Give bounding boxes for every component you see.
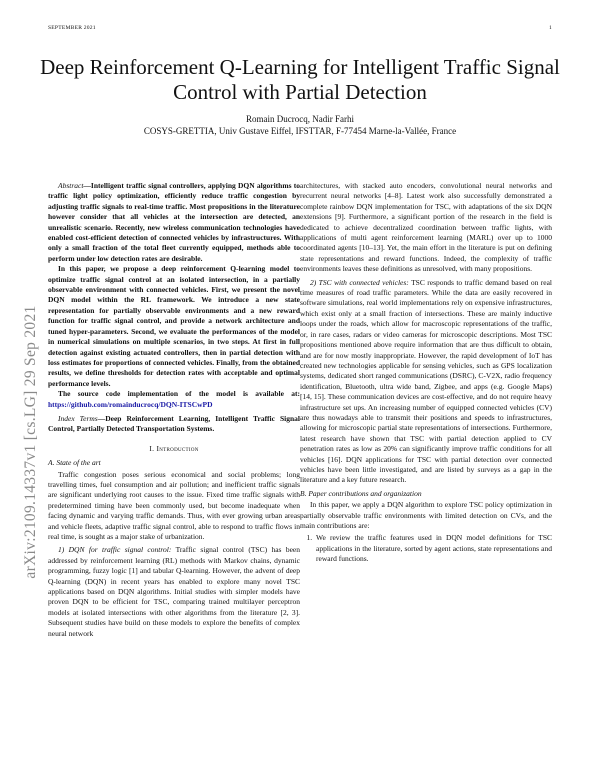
- intro-paragraph-1: Traffic congestion poses serious economical and social problems; long travelling times, fuel consumption and air pollution; and inefficient traffic signals are significant underlying root causes to the issue. Fixed time traffic signals with predetermined timing have been commonly used, but become inadequate when facing dynamic and varying traffic demands. Thus, with ever growing urban areas and vehicle fleets, adaptive traffic signal control, able to respond to traffic flows in real time, is sought as a major stake of urbanization.: [48, 469, 300, 541]
- dqn-tsc-paragraph: [48, 545, 300, 639]
- running-header-date: SEPTEMBER 2021: [48, 25, 96, 31]
- authors: Romain Ducrocq, Nadir Farhi: [246, 114, 354, 124]
- page-number: 1: [549, 25, 552, 31]
- left-column: [48, 181, 300, 639]
- connected-vehicles-label: 2) TSC with connected vehicles:: [310, 277, 409, 287]
- index-terms: Index Terms—Deep Reinforcement Learning, Intelligent Traffic Signal Control, Partially Detected Transportation Systems.: [48, 413, 300, 434]
- author-block: [40, 113, 560, 137]
- dqn-tsc-continuation: architectures, with stacked auto encoders, convolutional neural networks and recurrent neural networks [4–8]. Latest work also successfully demonstrated a complete rainbow DQN implementation for TSC, with adaptations of the six DQN extensions [9]. Furthermore, a significant portion of the research in the field is dedicated to achieve decentralized coordination between traffic lights, with applications of multi agent reinforcement learning (MARL) over up to 1000 coordinated agents [10–13]. Yet, the main effort in the literature is put on defining state representations and reward functions. Indeed, the complexity of traffic environments leaves these definitions as unresolved, with many propositions.: [300, 181, 552, 274]
- source-code-text: The source code implementation of the model is available at:: [58, 389, 300, 399]
- source-code-link[interactable]: https://github.com/romainducrocq/DQN-ITSCwPD: [48, 399, 213, 409]
- contributions-list: [300, 533, 552, 564]
- list-item: 1. We review the traffic features used in DQN model definitions for TSC applications in the literature, sorted by agent actions, state representations and reward functions.: [314, 533, 552, 564]
- dqn-tsc-text: Traffic signal control (TSC) has been addressed by reinforcement learning (RL) methods with Markov chains, dynamic programming, fuzzy logic [1] and tabular Q-learning. However, the advent of deep Q-learning (DQN) in recent years has enabled to explore many novel TSC applications based on DQN algorithms. Initial studies with simpler models have proven DQN to be efficient for TSC, comparing trained multilayer perceptron models at isolated intersections with other algorithms from the literature [2, 3]. Subsequent studies have build on these models to explore the benefits of complex neural network: [48, 545, 301, 638]
- contributions-paragraph: In this paper, we apply a DQN algorithm to explore TSC policy optimization in partially observable traffic environments with limited detection on CVs, and the main contributions are:: [300, 500, 552, 530]
- subsection-heading-state-of-the-art: A. State of the art: [48, 458, 101, 468]
- arxiv-stamp: arXiv:2109.14337v1 [cs.LG] 29 Sep 2021: [22, 305, 39, 579]
- connected-vehicles-paragraph: [300, 278, 552, 486]
- subsection-heading-contributions: B. Paper contributions and organization: [300, 488, 422, 498]
- abstract-label: Abstract: [58, 181, 84, 190]
- section-heading-introduction: I. Introduction: [149, 443, 199, 453]
- paper-title: Deep Reinforcement Q-Learning for Intelligent Traffic Signal Control with Partial Detection: [40, 55, 560, 104]
- affiliation: COSYS-GRETTIA, Univ Gustave Eiffel, IFSTTAR, F-77454 Marne-la-Vallée, France: [143, 126, 457, 136]
- index-terms-text: Deep Reinforcement Learning, Intelligent Traffic Signal Control, Partially Detected Transportation Systems.: [48, 413, 300, 434]
- connected-vehicles-text: TSC responds to traffic demand based on real time measures of road traffic parameters. While the data are easily recovered in software simulations, real world implementations rely on expensive infrastructures, which exist only at a small fraction of intersections. These are mainly inductive loops under the roads, which allow for macroscopic representations of the traffic, or, in rare cases, radars or video cameras for microscopic descriptions. Most TSC propositions mentioned above require information that are thus difficult to obtain, and are for now mostly inappropriate. However, the rapid development of IoT has created new technologies applicable for sensing vehicles, such as GPS localization systems, dedicated short ranged communications (DSRC), C-V2X, radio frequency identification, Bluetooth, ultra wide band, Zigbee, and apps (e.g. Google Maps) [14, 15]. These communication devices are cost-effective, and do not require heavy infrastructure set ups. An increasing number of equipped connected vehicles (CV) are thus nowadays able to transmit their positions and speeds to infrastructures, allowing for microscopic partial state representations of intersections. Furthermore, latest research have shown that TSC with partial detection applied to CV penetration rates as low as 20% can significantly improve traffic conditions for all vehicles [16]. DQN applications for TSC with partial detection over connected vehicles have been little investigated, and are listed by surveys as a gap in the literature and a key future research.: [300, 277, 552, 485]
- index-terms-label: Index Terms: [58, 413, 98, 423]
- abstract: Abstract—Intelligent traffic signal controllers, applying DQN algorithms to traffic light policy optimization, efficiently reduce traffic congestion by adjusting traffic signals to real-time traffic. Most propositions in the literature however consider that all vehicles at the intersection are detected, an unrealistic scenario. Recently, new wireless communication technologies have enabled cost-efficient detection of connected vehicles by infrastructures. With only a small fraction of the total fleet currently equipped, methods able to perform under low detection rates are desirable.: [48, 181, 300, 263]
- abstract-paragraph-2: In this paper, we propose a deep reinforcement Q-learning model to optimize traffic signal control at an isolated intersection, in a partially observable environment with connected vehicles. First, we present the novel DQN model within the RL framework. We introduce a new state representation for partially observable environments and a new reward function for traffic signal control, and provide a network architecture and tuned hyper-parameters. Second, we evaluate the performances of the model in numerical simulations on multiple scenarios, in two steps. At first in full detection against existing actuated controllers, then in partial detection with loss estimates for proportions of connected vehicles. Finally, from the obtained results, we define thresholds for detection rates with acceptable and optimal performance levels.: [48, 264, 300, 388]
- dqn-tsc-label: 1) DQN for traffic signal control:: [58, 545, 172, 555]
- right-column: [300, 181, 552, 565]
- source-code-note: [48, 389, 300, 410]
- abstract-text: Intelligent traffic signal controllers, applying DQN algorithms to traffic light policy optimization, efficiently reduce traffic congestion by adjusting traffic signals to real-time traffic. Most propositions in the literature however consider that all vehicles at the intersection are detected, an unrealistic scenario. Recently, new wireless communication technologies have enabled cost-efficient detection of connected vehicles by infrastructures. With only a small fraction of the total fleet currently equipped, methods able to perform under low detection rates are desirable.: [48, 181, 300, 263]
